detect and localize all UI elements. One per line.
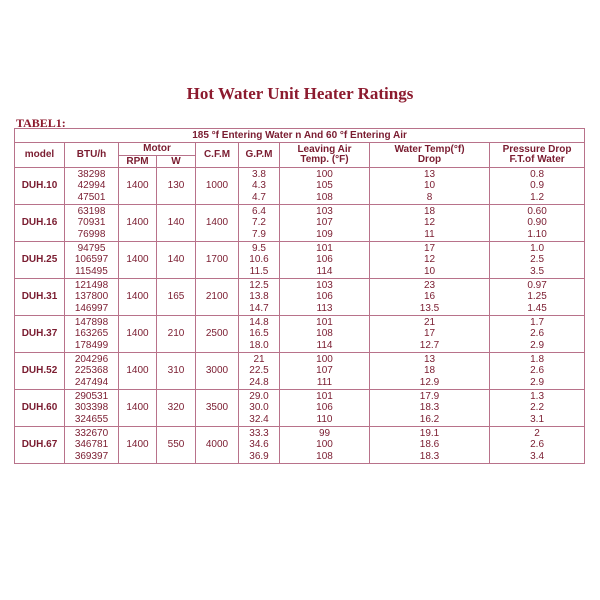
pressure-drop-cell-value: 1.8 xyxy=(530,353,545,365)
cfm-cell: 1000 xyxy=(196,168,239,205)
model-cell: DUH.52 xyxy=(15,353,65,390)
leaving-air-cell-value: 99 xyxy=(318,427,331,439)
water-temp-drop-cell-value: 17.9 xyxy=(419,390,440,402)
rpm-cell: 1400 xyxy=(119,390,157,427)
gpm-cell-value: 4.7 xyxy=(252,191,266,203)
pressure-drop-cell xyxy=(490,279,585,316)
water-temp-drop-cell-value: 18.3 xyxy=(419,402,440,414)
gpm-cell-value: 6.4 xyxy=(252,205,266,217)
gpm-cell-value: 10.6 xyxy=(249,254,269,266)
rpm-cell: 1400 xyxy=(119,205,157,242)
btu-cell-value: 324655 xyxy=(74,413,109,425)
gpm-cell xyxy=(239,427,280,464)
btu-cell-value: 63198 xyxy=(77,205,106,217)
btu-cell xyxy=(65,353,119,390)
btu-cell-value: 178499 xyxy=(74,339,109,351)
w-cell: 320 xyxy=(157,390,196,427)
header-gpm: G.P.M xyxy=(239,143,280,168)
cfm-cell: 2100 xyxy=(196,279,239,316)
water-temp-drop-cell-value: 13 xyxy=(423,168,436,180)
btu-cell-value: 76998 xyxy=(77,228,106,240)
model-cell: DUH.16 xyxy=(15,205,65,242)
pressure-drop-cell-value: 0.97 xyxy=(527,279,547,291)
leaving-air-cell xyxy=(280,390,370,427)
btu-cell-value: 163265 xyxy=(74,328,109,340)
pressure-drop-cell xyxy=(490,390,585,427)
header-rpm: RPM xyxy=(119,156,157,168)
pressure-drop-cell-value: 2.6 xyxy=(530,328,545,340)
gpm-cell-value: 22.5 xyxy=(249,365,269,377)
gpm-cell-value: 21 xyxy=(253,353,265,365)
header-btu: BTU/h xyxy=(65,143,119,168)
ratings-table xyxy=(14,128,585,464)
pressure-drop-cell-value: 0.90 xyxy=(527,217,547,229)
water-temp-drop-cell-value: 13 xyxy=(423,353,436,365)
btu-cell xyxy=(65,168,119,205)
leaving-air-cell-value: 108 xyxy=(316,328,333,340)
water-temp-drop-cell xyxy=(370,353,490,390)
gpm-cell-value: 7.9 xyxy=(252,228,266,240)
leaving-air-cell-value: 108 xyxy=(316,191,333,203)
gpm-cell xyxy=(239,316,280,353)
rpm-cell: 1400 xyxy=(119,427,157,464)
leaving-air-cell-value: 110 xyxy=(316,413,333,425)
leaving-air-cell-value: 103 xyxy=(316,279,333,291)
pressure-drop-cell-value: 2.6 xyxy=(530,439,545,451)
table-row xyxy=(15,427,585,464)
header-w: W xyxy=(157,156,196,168)
pressure-drop-cell xyxy=(490,427,585,464)
table-row xyxy=(15,242,585,279)
pressure-drop-cell xyxy=(490,316,585,353)
btu-cell-value: 346781 xyxy=(74,439,109,451)
pressure-drop-cell-value: 1.25 xyxy=(527,291,547,303)
pressure-drop-cell-value: 3.5 xyxy=(530,265,545,277)
water-temp-drop-cell-value: 21 xyxy=(423,316,436,328)
leaving-air-cell-value: 101 xyxy=(316,316,333,328)
pressure-drop-cell-value: 0.8 xyxy=(530,168,545,180)
leaving-air-cell xyxy=(280,427,370,464)
btu-cell-value: 115495 xyxy=(75,265,108,277)
leaving-air-cell-value: 114 xyxy=(316,265,333,277)
model-cell: DUH.60 xyxy=(15,390,65,427)
gpm-cell-value: 3.8 xyxy=(252,168,266,180)
btu-cell-value: 204296 xyxy=(74,353,109,365)
water-temp-drop-cell-value: 16.2 xyxy=(419,413,440,425)
water-temp-drop-cell xyxy=(370,242,490,279)
model-cell: DUH.67 xyxy=(15,427,65,464)
table-label: TABEL1: xyxy=(16,116,66,130)
pressure-drop-cell xyxy=(490,242,585,279)
table-row xyxy=(15,390,585,427)
header-model: model xyxy=(15,143,65,168)
pressure-drop-cell-value: 3.1 xyxy=(530,413,545,425)
pressure-drop-cell-value: 2.2 xyxy=(530,402,545,414)
leaving-air-cell-value: 103 xyxy=(316,205,333,217)
pressure-drop-cell-value: 1.7 xyxy=(530,316,545,328)
rpm-cell: 1400 xyxy=(119,316,157,353)
water-temp-drop-cell-value: 12 xyxy=(423,217,436,229)
btu-cell-value: 332670 xyxy=(74,427,109,439)
water-temp-drop-cell xyxy=(370,390,490,427)
gpm-cell-value: 14.8 xyxy=(249,316,269,328)
gpm-cell-value: 14.7 xyxy=(249,302,269,314)
cfm-cell: 3000 xyxy=(196,353,239,390)
gpm-cell-value: 4.3 xyxy=(252,180,266,192)
leaving-air-cell xyxy=(280,316,370,353)
gpm-cell-value: 7.2 xyxy=(252,217,266,229)
gpm-cell-value: 36.9 xyxy=(249,450,269,462)
btu-cell xyxy=(65,427,119,464)
header-motor: Motor xyxy=(119,143,196,156)
leaving-air-cell-value: 107 xyxy=(316,365,333,377)
btu-cell xyxy=(65,279,119,316)
leaving-air-cell-value: 106 xyxy=(316,254,333,266)
model-cell: DUH.37 xyxy=(15,316,65,353)
btu-cell-value: 146997 xyxy=(74,302,109,314)
water-temp-drop-cell-value: 12 xyxy=(423,254,436,266)
btu-cell-value: 38298 xyxy=(77,168,106,180)
leaving-air-cell xyxy=(280,279,370,316)
gpm-cell-value: 30.0 xyxy=(249,402,269,414)
gpm-cell xyxy=(239,205,280,242)
gpm-cell xyxy=(239,242,280,279)
btu-cell-value: 147898 xyxy=(74,316,109,328)
table-row xyxy=(15,205,585,242)
pressure-drop-cell-value: 2 xyxy=(534,427,540,439)
gpm-cell-value: 34.6 xyxy=(249,439,269,451)
table-banner: 185 °f Entering Water n And 60 °f Entering Air xyxy=(15,129,585,143)
pressure-drop-cell-value: 2.5 xyxy=(530,254,545,266)
water-temp-drop-cell-value: 12.7 xyxy=(419,339,440,351)
cfm-cell: 2500 xyxy=(196,316,239,353)
header-pressure-drop xyxy=(490,143,585,168)
rpm-cell: 1400 xyxy=(119,353,157,390)
model-cell: DUH.25 xyxy=(15,242,65,279)
water-temp-drop-cell-value: 16 xyxy=(423,291,436,303)
gpm-cell xyxy=(239,279,280,316)
gpm-cell xyxy=(239,168,280,205)
leaving-air-cell-value: 109 xyxy=(316,228,333,240)
header-leaving-air-line1: Leaving Air xyxy=(297,144,352,155)
btu-cell-value: 106597 xyxy=(74,254,109,266)
pressure-drop-cell-value: 1.45 xyxy=(527,302,547,314)
pressure-drop-cell-value: 2.6 xyxy=(530,365,545,377)
water-temp-drop-cell-value: 11 xyxy=(424,228,435,240)
water-temp-drop-cell-value: 19.1 xyxy=(419,427,440,439)
water-temp-drop-cell xyxy=(370,205,490,242)
table-row xyxy=(15,316,585,353)
btu-cell-value: 225368 xyxy=(74,365,109,377)
btu-cell-value: 303398 xyxy=(74,402,109,414)
w-cell: 210 xyxy=(157,316,196,353)
pressure-drop-cell-value: 3.4 xyxy=(530,450,545,462)
water-temp-drop-cell-value: 17 xyxy=(423,328,436,340)
pressure-drop-cell-value: 1.2 xyxy=(530,191,545,203)
btu-cell xyxy=(65,242,119,279)
btu-cell-value: 94795 xyxy=(77,242,106,254)
leaving-air-cell xyxy=(280,205,370,242)
gpm-cell-value: 18.0 xyxy=(249,339,269,351)
water-temp-drop-cell-value: 10 xyxy=(423,265,436,277)
header-pressure-drop-line2: F.T.of Water xyxy=(509,154,565,165)
header-water-temp-line1: Water Temp(°f) xyxy=(394,144,465,155)
leaving-air-cell-value: 111 xyxy=(316,376,333,388)
water-temp-drop-cell-value: 8 xyxy=(426,191,433,203)
gpm-cell-value: 9.5 xyxy=(252,242,266,254)
pressure-drop-cell-value: 1.0 xyxy=(530,242,545,254)
header-water-temp xyxy=(370,143,490,168)
leaving-air-cell-value: 106 xyxy=(316,291,333,303)
btu-cell-value: 137800 xyxy=(74,291,109,303)
header-leaving-air xyxy=(280,143,370,168)
header-cfm: C.F.M xyxy=(196,143,239,168)
btu-cell-value: 369397 xyxy=(74,450,109,462)
water-temp-drop-cell-value: 13.5 xyxy=(419,302,440,314)
cfm-cell: 1400 xyxy=(196,205,239,242)
page-title: Hot Water Unit Heater Ratings xyxy=(186,84,414,103)
rpm-cell: 1400 xyxy=(119,242,157,279)
leaving-air-cell-value: 113 xyxy=(316,302,333,314)
w-cell: 140 xyxy=(157,242,196,279)
w-cell: 550 xyxy=(157,427,196,464)
water-temp-drop-cell xyxy=(370,168,490,205)
pressure-drop-cell-value: 0.9 xyxy=(530,180,545,192)
gpm-cell-value: 32.4 xyxy=(249,413,269,425)
pressure-drop-cell xyxy=(490,205,585,242)
header-leaving-air-line2: Temp. (°F) xyxy=(300,154,349,165)
gpm-cell-value: 13.8 xyxy=(249,291,269,303)
water-temp-drop-cell-value: 18.6 xyxy=(419,439,440,451)
water-temp-drop-cell xyxy=(370,279,490,316)
btu-cell-value: 121498 xyxy=(74,279,109,291)
btu-cell-value: 42994 xyxy=(77,180,106,192)
water-temp-drop-cell-value: 18 xyxy=(423,365,436,377)
w-cell: 130 xyxy=(157,168,196,205)
leaving-air-cell-value: 105 xyxy=(316,180,333,192)
leaving-air-cell-value: 106 xyxy=(316,402,333,414)
leaving-air-cell-value: 100 xyxy=(316,168,333,180)
pressure-drop-cell-value: 2.9 xyxy=(530,339,545,351)
gpm-cell-value: 12.5 xyxy=(249,279,269,291)
btu-cell-value: 247494 xyxy=(74,376,109,388)
cfm-cell: 1700 xyxy=(196,242,239,279)
gpm-cell-value: 29.0 xyxy=(249,390,269,402)
header-pressure-drop-line1: Pressure Drop xyxy=(502,144,572,155)
leaving-air-cell-value: 101 xyxy=(316,242,333,254)
water-temp-drop-cell-value: 17 xyxy=(423,242,436,254)
water-temp-drop-cell-value: 10 xyxy=(423,180,436,192)
w-cell: 165 xyxy=(157,279,196,316)
leaving-air-cell-value: 100 xyxy=(316,439,333,451)
leaving-air-cell-value: 108 xyxy=(316,450,333,462)
btu-cell-value: 70931 xyxy=(77,217,106,229)
btu-cell xyxy=(65,205,119,242)
leaving-air-cell xyxy=(280,242,370,279)
rpm-cell: 1400 xyxy=(119,168,157,205)
water-temp-drop-cell-value: 23 xyxy=(423,279,436,291)
pressure-drop-cell xyxy=(490,353,585,390)
model-cell: DUH.10 xyxy=(15,168,65,205)
leaving-air-cell-value: 101 xyxy=(316,390,333,402)
table-row xyxy=(15,168,585,205)
leaving-air-cell-value: 114 xyxy=(316,339,333,351)
w-cell: 140 xyxy=(157,205,196,242)
pressure-drop-cell-value: 1.10 xyxy=(527,228,547,240)
gpm-cell-value: 24.8 xyxy=(249,376,269,388)
pressure-drop-cell-value: 2.9 xyxy=(530,376,545,388)
water-temp-drop-cell-value: 18 xyxy=(423,205,436,217)
table-row xyxy=(15,279,585,316)
pressure-drop-cell-value: 1.3 xyxy=(530,390,545,402)
cfm-cell: 4000 xyxy=(196,427,239,464)
rpm-cell: 1400 xyxy=(119,279,157,316)
water-temp-drop-cell-value: 12.9 xyxy=(419,376,440,388)
cfm-cell: 3500 xyxy=(196,390,239,427)
gpm-cell-value: 11.5 xyxy=(249,265,269,277)
gpm-cell-value: 33.3 xyxy=(249,427,269,439)
w-cell: 310 xyxy=(157,353,196,390)
btu-cell xyxy=(65,316,119,353)
leaving-air-cell xyxy=(280,353,370,390)
leaving-air-cell-value: 107 xyxy=(316,217,333,229)
pressure-drop-cell xyxy=(490,168,585,205)
model-cell: DUH.31 xyxy=(15,279,65,316)
water-temp-drop-cell xyxy=(370,427,490,464)
table-row xyxy=(15,353,585,390)
pressure-drop-cell-value: 0.60 xyxy=(527,205,547,217)
gpm-cell xyxy=(239,353,280,390)
btu-cell xyxy=(65,390,119,427)
gpm-cell xyxy=(239,390,280,427)
gpm-cell-value: 16.5 xyxy=(249,328,269,340)
leaving-air-cell xyxy=(280,168,370,205)
btu-cell-value: 47501 xyxy=(77,191,106,203)
water-temp-drop-cell xyxy=(370,316,490,353)
header-water-temp-line2: Drop xyxy=(417,154,442,165)
water-temp-drop-cell-value: 18.3 xyxy=(419,450,440,462)
leaving-air-cell-value: 100 xyxy=(316,353,333,365)
btu-cell-value: 290531 xyxy=(74,390,109,402)
